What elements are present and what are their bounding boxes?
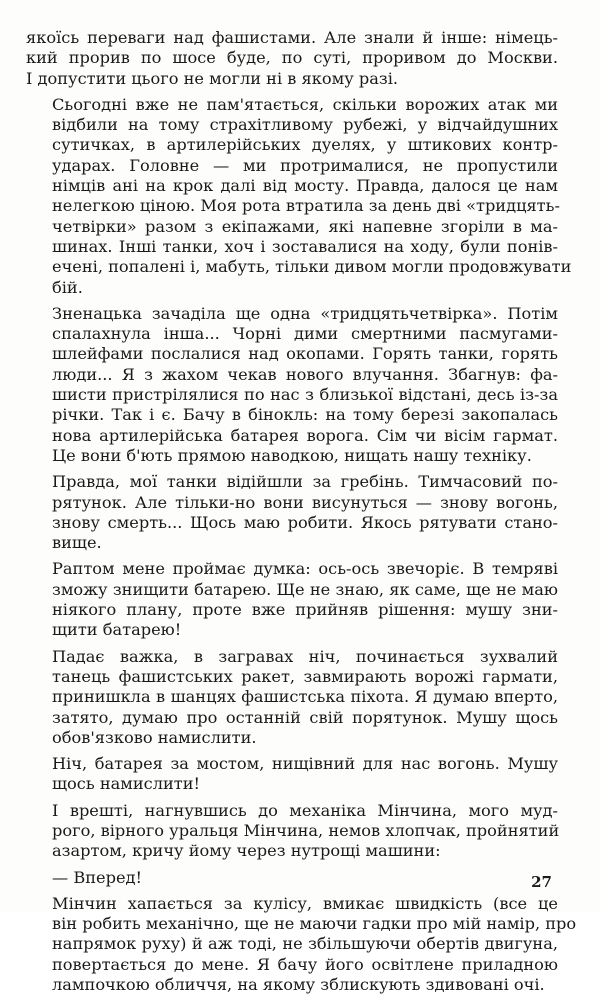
- paragraph: [26, 754, 558, 795]
- text-line: Правда, мої танки відійшли за гребінь. Тимчасовий по-: [52, 472, 558, 492]
- text-line: азартом, кричу йому через нутрощі машини:: [52, 841, 441, 861]
- paragraph: [26, 94, 572, 298]
- text-line: люди... Я з жахом чекав нового влучання. Збагнув: фа-: [52, 364, 558, 384]
- text-line: знову смерть... Щось маю робити. Якось рятувати стано-: [52, 512, 558, 532]
- text-line: І допустити цього не могли ні в якому разі.: [26, 68, 399, 88]
- text-line: принишкла в шанцях фашистська піхота. Я думаю вперто,: [52, 687, 558, 707]
- text-line: ударах. Головне — ми протрималися, не пропустили: [52, 155, 558, 175]
- paragraph: [26, 647, 558, 748]
- text-line: кий прорив по шосе буде, по суті, проривом до Москви.: [26, 48, 558, 68]
- text-line: затято, думаю про останній свій порятунок. Мушу щось: [52, 707, 558, 727]
- text-line: спалахнула інша... Чорні дими смертними пасмугами-: [52, 324, 558, 344]
- text-line: нелегкою ціною. Моя рота втратила за день дві «тридцять-: [52, 196, 560, 216]
- text-line: Зненацька зачаділа ще одна «тридцятьчетвірка». Потім: [52, 303, 558, 323]
- paragraph: [26, 304, 558, 466]
- text-line: він робить механічно, ще не маючи гадки про мій намір, про: [52, 914, 577, 934]
- text-line: шлейфами послалися над окопами. Горять танки, горять: [52, 344, 558, 364]
- text-line: шинах. Інші танки, хоч і зоставалися на ходу, були понів-: [52, 236, 558, 256]
- page-number: 27: [531, 873, 552, 891]
- text-line: Падає важка, в загравах ніч, починається зухвалий: [52, 646, 558, 666]
- text-line: рого, вірного уральця Мінчина, немов хлопчак, пройнятий: [52, 820, 560, 840]
- text-line: бій.: [52, 277, 83, 297]
- text-line: Мінчин хапається за кулісу, вмикає швидкість (все це: [52, 893, 558, 913]
- text-line: Ніч, батарея за мостом, нищівний для нас вогонь. Мушу: [52, 754, 558, 774]
- text-line: зможу знищити батарею. Ще не знаю, як саме, ще не маю: [52, 579, 558, 599]
- text-line: Це вони б'ють прямою наводкою, нищать нашу техніку.: [52, 445, 532, 465]
- paragraph: [26, 559, 558, 640]
- text-line: відбили на тому страхітливому рубежі, у відчайдушних: [52, 115, 558, 135]
- text-line: якоїсь переваги над фашистами. Але знали й інше: німець-: [26, 28, 558, 47]
- text-line: напрямок руху) й аж тоді, не збільшуючи обертів двигуна,: [52, 934, 558, 954]
- text-line: рятунок. Але тільки-но вони висунуться — знову вогонь,: [52, 492, 558, 512]
- text-line: танець фашистських ракет, завмирають ворожі гармати,: [52, 666, 558, 686]
- text-line: І врешті, нагнувшись до механіка Мінчина, мого муд-: [52, 800, 558, 820]
- text-line: сутичках, в артилерійських дуелях, у штикових контр-: [52, 135, 558, 155]
- paragraph: [26, 868, 558, 888]
- text-line: — Вперед!: [52, 867, 143, 887]
- paragraph: [26, 801, 558, 862]
- text-line: річки. Так і є. Бачу в бінокль: на тому березі закопалась: [52, 405, 558, 425]
- text-line: лампочкою обличчя, на якому зблискують здивовані очі.: [52, 975, 545, 995]
- text-line: обов'язково намислити.: [52, 727, 257, 747]
- text-line: шисти пристрілялися по нас з близької відстані, десь із-за: [52, 385, 558, 405]
- text-line: нова артилерійська батарея ворога. Сім чи вісім гармат.: [52, 425, 558, 445]
- text-line: німців ані на крок далі від мосту. Правда, далося це нам: [52, 176, 558, 196]
- paragraph: [26, 893, 577, 995]
- text-line: щось намислити!: [52, 774, 201, 794]
- text-line: Раптом мене проймає думка: ось-ось звечоріє. В темряві: [52, 559, 558, 579]
- body-text: [26, 28, 577, 1001]
- paragraph: [26, 28, 558, 89]
- text-line: четвірки» разом з екіпажами, які напевне згоріли в ма-: [52, 216, 558, 236]
- text-line: щити батарею!: [52, 620, 182, 640]
- paragraph: [26, 472, 558, 553]
- text-line: повертається до мене. Я бачу його освітлене приладною: [52, 954, 558, 974]
- text-line: Сьогодні вже не пам'ятається, скільки ворожих атак ми: [52, 94, 558, 114]
- text-line: вище.: [52, 533, 102, 553]
- text-line: ечені, попалені і, мабуть, тільки дивом могли продовжувати: [52, 257, 572, 277]
- text-line: ніякого плану, проте вже прийняв рішення: мушу зни-: [52, 600, 558, 620]
